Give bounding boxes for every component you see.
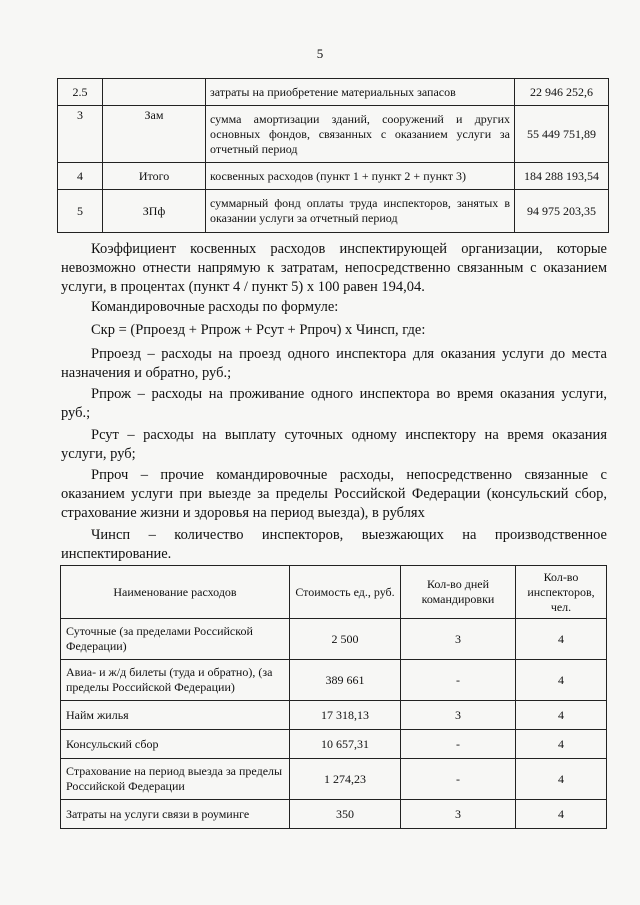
page-number: 5 <box>316 46 324 61</box>
definition-proezd: Рпроезд – расходы на проезд одного инспектора для оказания услуги до места назначения и обратно, руб.; <box>61 346 607 381</box>
row-value: 184 288 193,54 <box>515 163 609 190</box>
coefficient-paragraph: Коэффициент косвенных расходов инспектирующей организации, которые невозможно отнести напрямую к затратам, непосредственно связанным с оказанием услуги, в процентах (пункт 4 / пункт 5) х 100 равен 194,04. <box>61 241 607 295</box>
expense-name: Консульский сбор <box>61 730 290 759</box>
table-row <box>61 730 607 759</box>
expense-inspectors: 4 <box>516 701 607 730</box>
row-description: косвенных расходов (пункт 1 + пункт 2 + пункт 3) <box>206 163 515 190</box>
table-row <box>58 163 609 190</box>
expense-days: 3 <box>401 800 516 829</box>
expense-days: - <box>401 730 516 759</box>
table-row <box>61 759 607 800</box>
expense-inspectors: 4 <box>516 619 607 660</box>
indirect-costs-table <box>57 78 609 233</box>
travel-formula: Скр = (Рпроезд + Рпрож + Рсут + Рпроч) х Чинсп, где: <box>91 322 426 338</box>
expense-name: Затраты на услуги связи в роуминге <box>61 800 290 829</box>
row-code <box>103 79 206 106</box>
expense-inspectors: 4 <box>516 730 607 759</box>
table-row <box>61 701 607 730</box>
expense-name: Найм жилья <box>61 701 290 730</box>
table-row <box>58 106 609 163</box>
row-description: сумма амортизации зданий, сооружений и других основных фондов, связанных с оказанием услуги за отчетный период <box>206 106 515 163</box>
row-number: 5 <box>58 190 103 233</box>
expense-name: Суточные (за пределами Российской Федерации) <box>61 619 290 660</box>
expense-inspectors: 4 <box>516 759 607 800</box>
definition-sut: Рсут – расходы на выплату суточных одному инспектору на время оказания услуги, руб; <box>61 427 607 462</box>
header-days: Кол-во дней командировки <box>401 566 516 619</box>
row-value: 55 449 751,89 <box>515 106 609 163</box>
expense-cost: 10 657,31 <box>290 730 401 759</box>
row-code: Итого <box>103 163 206 190</box>
table-row <box>61 800 607 829</box>
expense-days: 3 <box>401 701 516 730</box>
table-header-row <box>61 566 607 619</box>
expense-cost: 17 318,13 <box>290 701 401 730</box>
expense-cost: 389 661 <box>290 660 401 701</box>
definition-prozh: Рпрож – расходы на проживание одного инспектора во время оказания услуги, руб.; <box>61 386 607 421</box>
expense-days: - <box>401 660 516 701</box>
row-number: 4 <box>58 163 103 190</box>
expense-inspectors: 4 <box>516 800 607 829</box>
row-description: суммарный фонд оплаты труда инспекторов, занятых в оказании услуги за отчетный период <box>206 190 515 233</box>
row-number: 3 <box>58 106 103 163</box>
travel-heading: Командировочные расходы по формуле: <box>91 299 339 315</box>
expense-name: Авиа- и ж/д билеты (туда и обратно), (за пределы Российской Федерации) <box>61 660 290 701</box>
expense-name: Страхование на период выезда за пределы Российской Федерации <box>61 759 290 800</box>
expense-days: 3 <box>401 619 516 660</box>
header-inspectors: Кол-во инспекторов, чел. <box>516 566 607 619</box>
header-unit-cost: Стоимость ед., руб. <box>290 566 401 619</box>
row-value: 94 975 203,35 <box>515 190 609 233</box>
row-value: 22 946 252,6 <box>515 79 609 106</box>
row-code: ЗПф <box>103 190 206 233</box>
expense-days: - <box>401 759 516 800</box>
travel-expenses-table <box>60 565 607 829</box>
table-row <box>61 619 607 660</box>
table-row <box>58 190 609 233</box>
expense-cost: 350 <box>290 800 401 829</box>
table-row <box>61 660 607 701</box>
definition-chinsp: Чинсп – количество инспекторов, выезжающих на производственное инспектирование. <box>61 527 607 562</box>
expense-cost: 2 500 <box>290 619 401 660</box>
table-row <box>58 79 609 106</box>
row-code: Зам <box>103 106 206 163</box>
expense-inspectors: 4 <box>516 660 607 701</box>
definition-proch: Рпроч – прочие командировочные расходы, непосредственно связанные с оказанием услуги при выезде за пределы Российской Федерации (консульский сбор, страхование жизни и здоровья на период выезда), в рублях <box>61 467 607 521</box>
row-number: 2.5 <box>58 79 103 106</box>
expense-cost: 1 274,23 <box>290 759 401 800</box>
header-expense-name: Наименование расходов <box>61 566 290 619</box>
row-description: затраты на приобретение материальных запасов <box>206 79 515 106</box>
